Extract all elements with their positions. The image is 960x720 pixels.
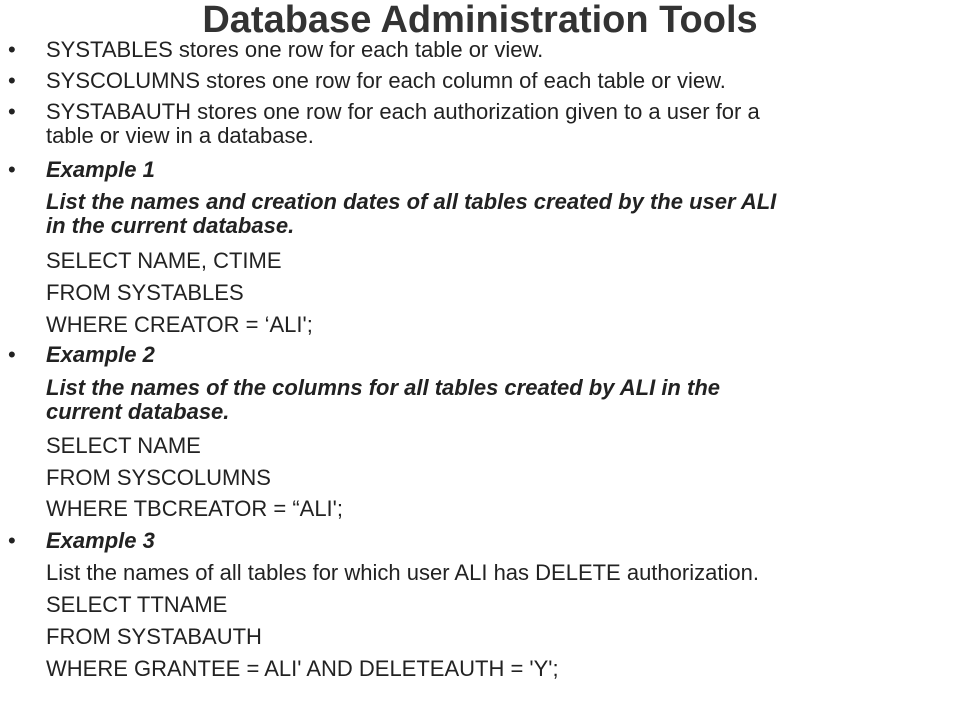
example-3-code-line1: SELECT TTNAME [46, 592, 228, 617]
example-3-code-line2: FROM SYSTABAUTH [46, 624, 262, 649]
bullet-systabauth-line2: table or view in a database. [46, 123, 314, 148]
slide-title: Database Administration Tools [202, 0, 758, 41]
example-2-description-line1: List the names of the columns for all tables created by ALI in the [46, 375, 720, 400]
example-1-description-line1: List the names and creation dates of all tables created by the user ALI [46, 189, 777, 214]
bullet-marker: • [8, 342, 16, 367]
bullet-marker: • [8, 157, 16, 182]
example-3-code-line3: WHERE GRANTEE = ALI' AND DELETEAUTH = 'Y'; [46, 656, 559, 681]
example-3-heading: Example 3 [46, 528, 155, 553]
bullet-systabauth-line1: SYSTABAUTH stores one row for each authorization given to a user for a [46, 99, 760, 124]
bullet-marker: • [8, 99, 16, 124]
example-2-heading: Example 2 [46, 342, 155, 367]
example-2-code-line2: FROM SYSCOLUMNS [46, 465, 271, 490]
example-1-description-line2: in the current database. [46, 213, 295, 238]
example-1-code-line1: SELECT NAME, CTIME [46, 248, 282, 273]
example-2-description-line2: current database. [46, 399, 230, 424]
bullet-marker: • [8, 528, 16, 553]
example-2-code-line1: SELECT NAME [46, 433, 201, 458]
bullet-marker: • [8, 37, 16, 62]
bullet-marker: • [8, 68, 16, 93]
example-1-heading: Example 1 [46, 157, 155, 182]
example-1-code-line3: WHERE CREATOR = ‘ALI'; [46, 312, 313, 337]
example-2-code-line3: WHERE TBCREATOR = “ALI'; [46, 496, 343, 521]
bullet-syscolumns: SYSCOLUMNS stores one row for each column of each table or view. [46, 68, 726, 93]
bullet-systables: SYSTABLES stores one row for each table or view. [46, 37, 544, 62]
example-3-description: List the names of all tables for which user ALI has DELETE authorization. [46, 560, 759, 585]
example-1-code-line2: FROM SYSTABLES [46, 280, 244, 305]
